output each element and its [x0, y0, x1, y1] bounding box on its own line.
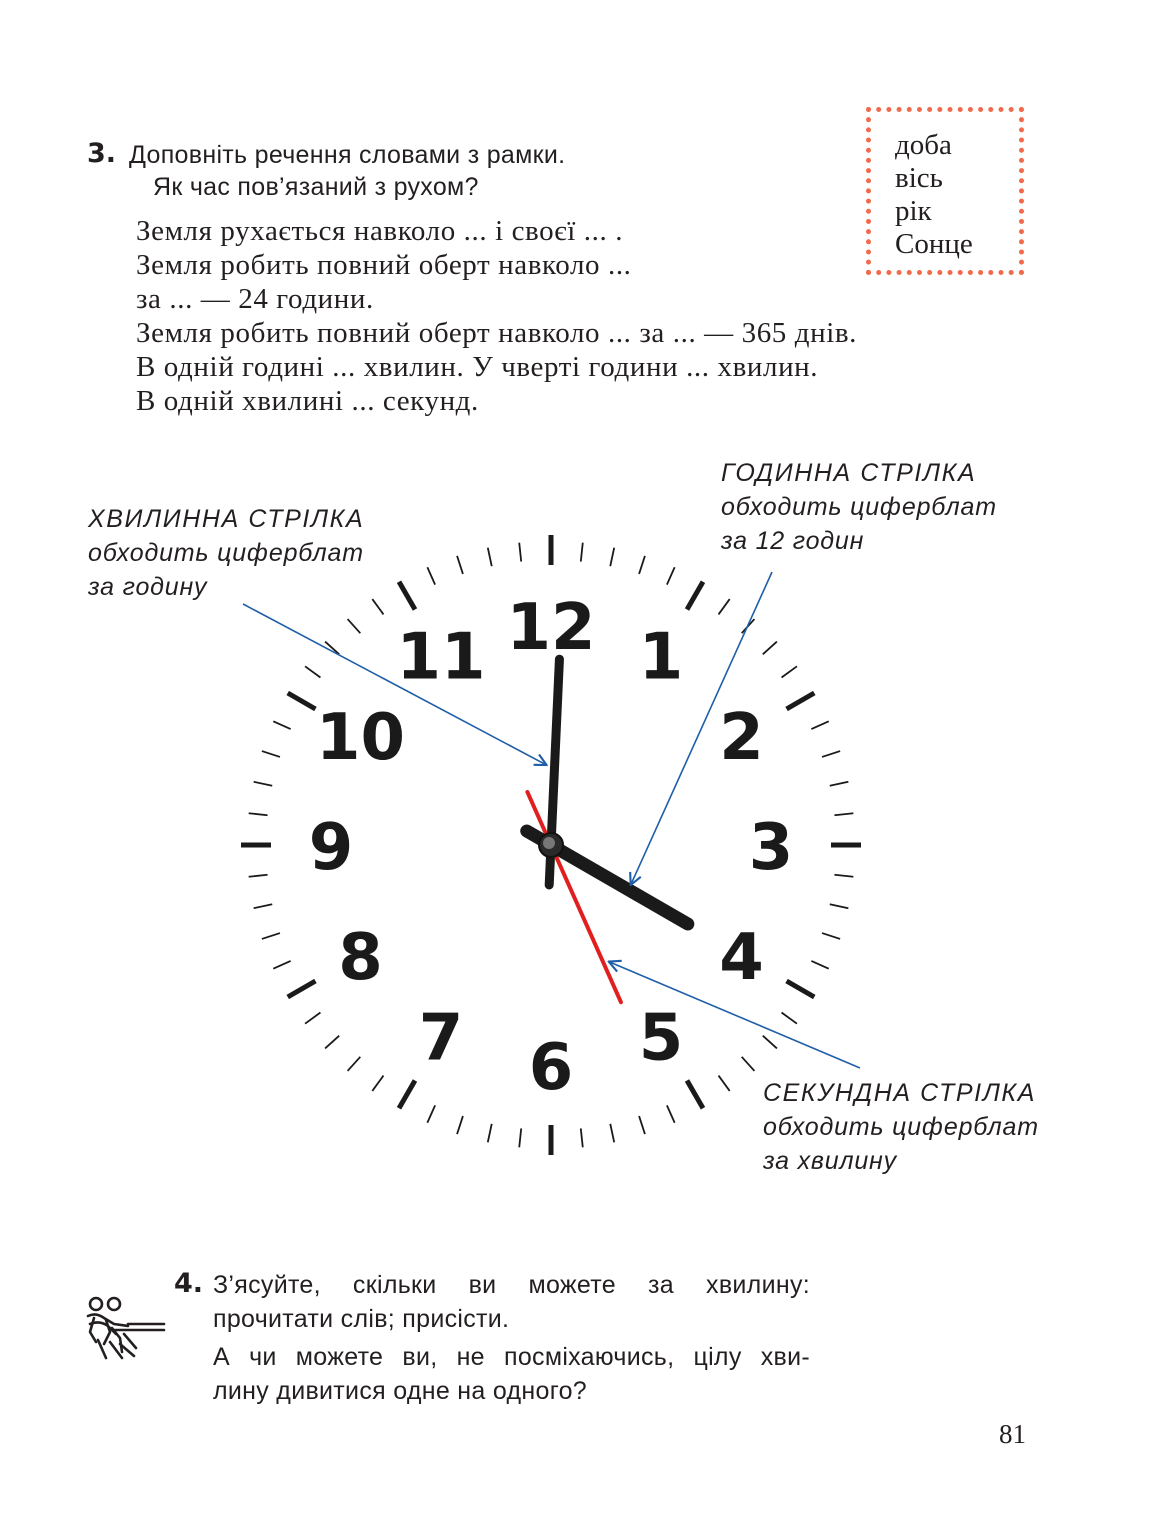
clock-tick: [488, 548, 492, 567]
hour-hand-label-line2: обходить циферблат: [721, 493, 997, 521]
clock-tick: [273, 961, 290, 969]
clock-number: 7: [418, 1001, 464, 1076]
clock-tick: [325, 1036, 339, 1049]
clock-tick: [581, 543, 583, 562]
clock-tick: [667, 1105, 675, 1122]
clock-number: 6: [528, 1031, 574, 1105]
clock-hands: [527, 659, 688, 1002]
sentence: Земля рухається навколо ... і своєї ... .: [136, 215, 624, 247]
clock-number: 8: [338, 921, 383, 995]
sentence: Земля робить повний оберт навколо ... за ... — 365 днів.: [136, 317, 858, 349]
clock-tick: [372, 599, 383, 614]
clock-tick: [262, 751, 280, 757]
word-box-item: рік: [895, 195, 932, 227]
clock-tick: [763, 642, 777, 655]
clock-tick: [519, 1128, 521, 1147]
hour-hand-label: [721, 456, 997, 558]
clock-tick: [399, 1081, 415, 1109]
clock-tick: [348, 619, 361, 633]
clock-tick: [273, 721, 290, 729]
sentence: В одній хвилині ... секунд.: [136, 385, 479, 417]
clock-tick: [488, 1124, 492, 1143]
second-hand-label-line3: за хвилину: [763, 1147, 897, 1175]
sentence: Земля робить повний оберт навколо ...: [136, 249, 632, 281]
second-hand-label: [763, 1076, 1039, 1178]
clock-tick: [254, 782, 273, 786]
clock-number: 2: [719, 701, 764, 775]
clock-tick: [830, 782, 849, 786]
clock-tick: [305, 1013, 320, 1024]
word-box-item: доба: [895, 129, 952, 161]
clock-number: 3: [748, 811, 794, 885]
clock-tick: [399, 582, 415, 610]
clock-tick: [249, 813, 268, 815]
clock-tick: [457, 556, 463, 574]
task-3-instruction-2: Як час пов’язаний з рухом?: [153, 173, 479, 201]
clock-tick: [305, 666, 320, 677]
clock-center-cap-highlight: [543, 837, 555, 849]
clock-tick: [834, 875, 853, 877]
clock-tick: [372, 1076, 383, 1091]
clock-tick: [254, 904, 273, 908]
task-4-line-4: лину дивитися одне на одного?: [213, 1377, 587, 1405]
clock-tick: [787, 693, 815, 709]
hour-hand-label-line3: за 12 годин: [721, 527, 865, 555]
clock-tick: [787, 981, 815, 997]
clock-tick: [811, 961, 828, 969]
clock-tick: [822, 751, 840, 757]
task-3-number: 3.: [87, 138, 117, 169]
clock-tick: [427, 1105, 435, 1122]
clock-number: 1: [638, 620, 684, 695]
clock-tick: [687, 1081, 703, 1109]
clock-number: 9: [308, 811, 354, 885]
hour-hand-label-title: ГОДИННА СТРІЛКА: [721, 459, 977, 487]
clock-number: 10: [315, 701, 406, 775]
clock-tick: [639, 556, 645, 574]
clock-tick: [288, 693, 316, 709]
word-box-item: вісь: [895, 162, 943, 194]
clock-tick: [811, 721, 828, 729]
clock-tick: [288, 981, 316, 997]
clock-tick: [262, 933, 280, 939]
clock-tick: [782, 666, 797, 677]
second-hand-label-title: СЕКУНДНА СТРІЛКА: [763, 1079, 1037, 1107]
second-hand-label-line2: обходить циферблат: [763, 1113, 1039, 1141]
clock-tick: [834, 813, 853, 815]
clock-tick: [719, 599, 730, 614]
clock-tick: [822, 933, 840, 939]
clock-tick: [667, 567, 675, 584]
sentence: за ... — 24 години.: [136, 283, 374, 315]
tug-of-war-icon: [84, 1294, 168, 1366]
clock-tick: [763, 1036, 777, 1049]
clock-tick: [610, 548, 614, 567]
task-4-line-3: А чи можете ви, не посміхаючись, цілу хви-: [213, 1343, 810, 1371]
task-4-line-1: З’ясуйте, скільки ви можете за хвилину:: [213, 1271, 810, 1299]
clock-tick: [742, 1057, 755, 1071]
clock-number: 4: [719, 921, 764, 995]
task-4-number: 4.: [174, 1268, 204, 1299]
clock-tick: [782, 1013, 797, 1024]
clock-tick: [249, 875, 268, 877]
clock-tick: [639, 1116, 645, 1134]
minute-hand-label-line2: обходить циферблат: [88, 539, 364, 567]
clock-number: 5: [638, 1001, 684, 1076]
clock-tick: [348, 1057, 361, 1071]
task-4-line-2: прочитати слів; присісти.: [213, 1305, 510, 1333]
clock-number: 11: [396, 620, 486, 695]
word-box-item: Сонце: [895, 228, 973, 260]
clock-tick: [519, 543, 521, 562]
second-hand: [527, 792, 621, 1002]
task-3-instruction-1: Доповніть речення словами з рамки.: [129, 141, 566, 169]
page-number: 81: [999, 1419, 1026, 1449]
minute-hand-label: [88, 502, 364, 604]
clock-tick: [457, 1116, 463, 1134]
clock-tick: [719, 1076, 730, 1091]
minute-hand-label-line3: за годину: [88, 573, 208, 601]
clock-tick: [610, 1124, 614, 1143]
minute-hand-label-title: ХВИЛИННА СТРІЛКА: [88, 505, 365, 533]
clock-tick: [581, 1128, 583, 1147]
clock-tick: [687, 582, 703, 610]
clock-tick: [830, 904, 849, 908]
sentence: В одній годині ... хвилин. У чверті години ... хвилин.: [136, 351, 819, 383]
clock-number: 12: [506, 591, 596, 665]
clock-tick: [427, 567, 435, 584]
